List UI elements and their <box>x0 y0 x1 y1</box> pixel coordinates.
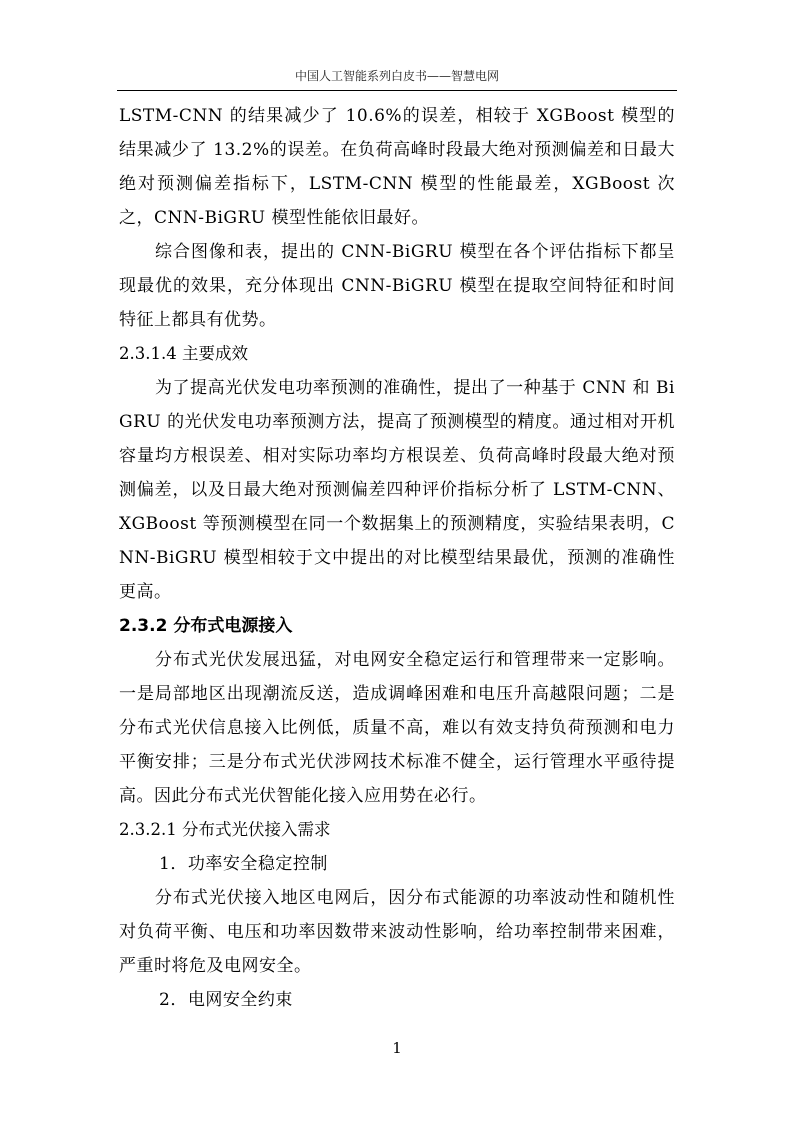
paragraph-main-results: 为了提高光伏发电功率预测的准确性，提出了一种基于 CNN 和 BiGRU 的光伏发电功率预测方法，提高了预测模型的精度。通过相对开机容量均方根误差、相对实际功率均方根误差、负荷高峰时段最大绝对预测偏差，以及日最大绝对预测偏差四种评价指标分析了 LSTM-CNN、XGBoost 等预测模型在同一个数据集上的预测精度，实验结果表明，CNN-BiGRU 模型相较于文中提出的对比模型结果最优，预测的准确性更高。 <box>119 378 675 602</box>
page-body <box>119 99 675 1017</box>
list-item-power-control: 1．功率安全稳定控制 <box>159 854 328 874</box>
section-heading-2-3-2-1: 2.3.2.1 分布式光伏接入需求 <box>119 820 331 839</box>
page-header: 中国人工智能系列白皮书——智慧电网 <box>294 69 499 83</box>
section-heading-2-3-2: 2.3.2 分布式电源接入 <box>119 616 293 636</box>
paragraph-summary: 综合图像和表，提出的 CNN-BiGRU 模型在各个评估指标下都呈现最优的效果，充分体现出 CNN-BiGRU 模型在提取空间特征和时间特征上都具有优势。 <box>119 242 675 330</box>
paragraph-results: LSTM-CNN 的结果减少了 10.6%的误差，相较于 XGBoost 模型的结果减少了 13.2%的误差。在负荷高峰时段最大绝对预测偏差和日最大绝对预测偏差指标下，LSTM-CNN 模型的性能最差，XGBoost 次之，CNN-BiGRU 模型性能依旧最好。 <box>119 106 675 228</box>
header-rule <box>117 90 677 91</box>
paragraph-power-control: 分布式光伏接入地区电网后，因分布式能源的功率波动性和随机性对负荷平衡、电压和功率因数带来波动性影响，给功率控制带来困难，严重时将危及电网安全。 <box>119 888 675 976</box>
list-item-grid-security: 2．电网安全约束 <box>159 990 293 1010</box>
paragraph-distributed-pv: 分布式光伏发展迅猛，对电网安全稳定运行和管理带来一定影响。一是局部地区出现潮流反送，造成调峰困难和电压升高越限问题；二是分布式光伏信息接入比例低，质量不高，难以有效支持负荷预测和电力平衡安排；三是分布式光伏涉网技术标准不健全，运行管理水平亟待提高。因此分布式光伏智能化接入应用势在必行。 <box>119 650 675 806</box>
page-number: 1 <box>392 1039 402 1057</box>
section-heading-2-3-1-4: 2.3.1.4 主要成效 <box>119 344 248 363</box>
